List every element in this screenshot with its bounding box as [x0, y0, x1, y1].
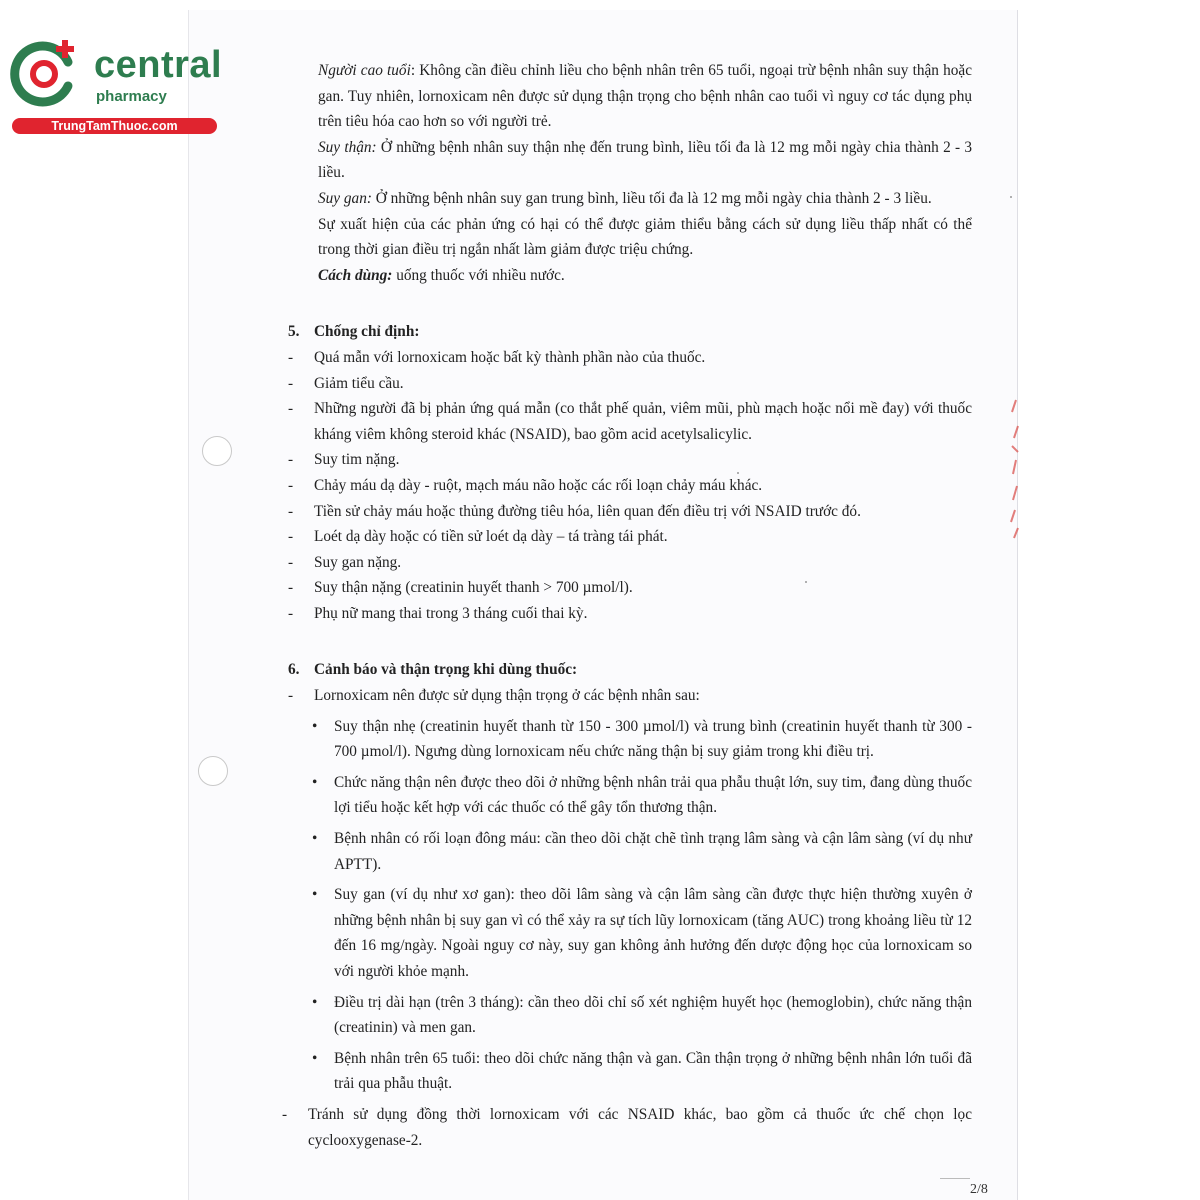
bullet-item: • Điều trị dài hạn (trên 3 tháng): cần theo dõi chỉ số xét nghiệm huyết học (hemoglobin), chức năng thận (creatinin) và men gan.: [310, 990, 972, 1041]
brand-site: TrungTamThuoc.com: [12, 118, 217, 134]
list-item: - Quá mẫn với lornoxicam hoặc bất kỳ thành phần nào của thuốc.: [282, 345, 972, 371]
list-item: - Tiền sử chảy máu hoặc thủng đường tiêu hóa, liên quan đến điều trị với NSAID trước đó.: [282, 499, 972, 525]
scan-speck: [1010, 196, 1012, 198]
list-item: - Loét dạ dày hoặc có tiền sử loét dạ dày – tá tràng tái phát.: [282, 524, 972, 550]
punch-hole: [202, 436, 232, 466]
hepatic-text: Ở những bệnh nhân suy gan trung bình, liều tối đa là 12 mg mỗi ngày chia thành 2 - 3 liều.: [371, 189, 932, 207]
warning-bullet-list: [310, 714, 972, 1097]
paragraph-renal: [318, 135, 972, 186]
central-pharmacy-logo: [8, 36, 223, 136]
paragraph-usage: [318, 263, 972, 289]
brand-sub: pharmacy: [96, 88, 167, 105]
list-item: - Những người đã bị phản ứng quá mẫn (co thắt phế quản, viêm mũi, phù mạch hoặc nổi mề đay) với thuốc kháng viêm không steroid khác (NSAID), bao gồm acid acetylsalicylic.: [282, 396, 972, 447]
footer-rule: [940, 1178, 970, 1179]
warning-tail: - Tránh sử dụng đồng thời lornoxicam với các NSAID khác, bao gồm cả thuốc ức chế chọn lọc cyclooxygenase-2.: [276, 1102, 972, 1153]
elderly-label: Người cao tuổi: [318, 62, 411, 79]
pharmacy-cross-icon: [10, 38, 80, 108]
section-title: Chống chỉ định:: [314, 323, 420, 341]
section-6-heading: [288, 657, 972, 683]
punch-hole: [198, 756, 228, 786]
bullet-item: • Suy thận nhẹ (creatinin huyết thanh từ 150 - 300 µmol/l) và trung bình (creatinin huyết thanh từ 300 - 700 µmol/l). Ngưng dùng lornoxicam nếu chức năng thận bị suy giảm trong khi điều trị.: [310, 714, 972, 765]
list-item: - Suy tim nặng.: [282, 447, 972, 473]
warning-lead: - Lornoxicam nên được sử dụng thận trọng ở các bệnh nhân sau:: [282, 683, 972, 709]
list-item: - Phụ nữ mang thai trong 3 tháng cuối thai kỳ.: [282, 601, 972, 627]
red-stamp-edge: [1004, 390, 1022, 540]
bullet-item: • Chức năng thận nên được theo dõi ở những bệnh nhân trải qua phẫu thuật lớn, suy tim, đang dùng thuốc lợi tiểu hoặc kết hợp với các thuốc có thể gây tổn thương thận.: [310, 770, 972, 821]
contraindication-list: [282, 345, 972, 627]
bullet-item: • Suy gan (ví dụ như xơ gan): theo dõi lâm sàng và cận lâm sàng cần được thực hiện thường xuyên ở những bệnh nhân bị suy gan vì có thể xảy ra sự tích lũy lornoxicam (tăng AUC) trong khoảng liều từ 12 đến 16 mg/ngày. Ngoài nguy cơ này, suy gan không ảnh hưởng đến dược động học của lornoxicam so với người khỏe mạnh.: [310, 882, 972, 984]
section-5-heading: [288, 319, 972, 345]
bullet-item: • Bệnh nhân trên 65 tuổi: theo dõi chức năng thận và gan. Cần thận trọng ở những bệnh nhân lớn tuổi đã trải qua phẫu thuật.: [310, 1046, 972, 1097]
section-number: 6.: [288, 661, 300, 679]
renal-text: Ở những bệnh nhân suy thận nhẹ đến trung bình, liều tối đa là 12 mg mỗi ngày chia thành 2 - 3 liều.: [318, 138, 972, 182]
paragraph-adverse: Sự xuất hiện của các phản ứng có hại có thể được giảm thiểu bằng cách sử dụng liều thấp nhất có thể trong thời gian điều trị ngắn nhất làm giảm được triệu chứng.: [318, 215, 972, 259]
list-item: - Giảm tiểu cầu.: [282, 371, 972, 397]
section-number: 5.: [288, 323, 300, 341]
renal-label: Suy thận:: [318, 138, 377, 156]
section-title: Cảnh báo và thận trọng khi dùng thuốc:: [314, 661, 578, 679]
usage-text: uống thuốc với nhiều nước.: [392, 266, 565, 284]
document-body: [282, 58, 972, 1153]
usage-label: Cách dùng:: [318, 266, 393, 284]
elderly-text: : Không cần điều chỉnh liều cho bệnh nhân trên 65 tuổi, ngoại trừ bệnh nhân suy thận hoặc gan. Tuy nhiên, lornoxicam nên được sử dụng thận trọng cho bệnh nhân cao tuổi vì nguy cơ tác dụng phụ trên tiêu hóa cao hơn so với người trẻ.: [318, 62, 972, 131]
list-item: - Suy gan nặng.: [282, 550, 972, 576]
page-number: 2/8: [970, 1182, 988, 1197]
list-item: - Chảy máu dạ dày - ruột, mạch máu não hoặc các rối loạn chảy máu khác.: [282, 473, 972, 499]
paragraph-elderly: [318, 58, 972, 135]
brand-name: central: [94, 44, 223, 86]
list-item: - Suy thận nặng (creatinin huyết thanh > 700 µmol/l).: [282, 575, 972, 601]
paragraph-hepatic: [318, 186, 972, 212]
bullet-item: • Bệnh nhân có rối loạn đông máu: cần theo dõi chặt chẽ tình trạng lâm sàng và cận lâm sàng (ví dụ như APTT).: [310, 826, 972, 877]
hepatic-label: Suy gan:: [318, 189, 372, 207]
